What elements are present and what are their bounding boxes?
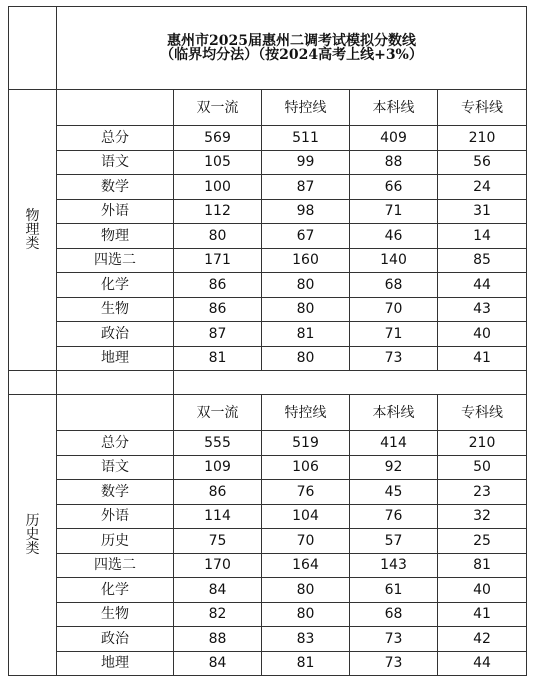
score-cell: 80 [262, 346, 350, 371]
subject-label: 化学 [57, 273, 174, 298]
score-cell: 61 [350, 578, 438, 603]
score-cell: 87 [174, 322, 262, 347]
table-row [9, 578, 527, 603]
score-cell: 86 [174, 480, 262, 505]
score-cell: 73 [350, 651, 438, 676]
group-label [9, 90, 57, 371]
subject-label: 地理 [57, 651, 174, 676]
score-cell: 171 [174, 248, 262, 273]
table-row [9, 455, 527, 480]
table-row [9, 322, 527, 347]
table-row [9, 346, 527, 371]
column-header: 双一流 [174, 90, 262, 126]
subject-label: 生物 [57, 297, 174, 322]
score-cell: 80 [262, 602, 350, 627]
table-row [9, 126, 527, 151]
group-label-char: 理 [25, 222, 40, 238]
score-cell: 409 [350, 126, 438, 151]
table-row [9, 553, 527, 578]
score-cell: 88 [174, 627, 262, 652]
score-cell: 210 [438, 431, 527, 456]
score-cell: 99 [262, 150, 350, 175]
table-row [9, 199, 527, 224]
table-row [9, 529, 527, 554]
table-row [9, 504, 527, 529]
subject-label: 物理 [57, 224, 174, 249]
score-cell: 80 [262, 297, 350, 322]
score-cell: 41 [438, 602, 527, 627]
score-cell: 24 [438, 175, 527, 200]
score-cell: 105 [174, 150, 262, 175]
group-label-char: 类 [25, 541, 40, 557]
score-cell: 109 [174, 455, 262, 480]
table-row [9, 297, 527, 322]
table-row [9, 175, 527, 200]
subject-label: 总分 [57, 126, 174, 151]
score-cell: 86 [174, 297, 262, 322]
column-header: 特控线 [262, 395, 350, 431]
score-cell: 83 [262, 627, 350, 652]
score-cell: 32 [438, 504, 527, 529]
score-table [8, 6, 527, 676]
table-row [9, 150, 527, 175]
score-cell: 87 [262, 175, 350, 200]
score-cell: 71 [350, 199, 438, 224]
column-header-row [9, 90, 527, 126]
table-row [9, 627, 527, 652]
score-cell: 81 [262, 651, 350, 676]
score-cell: 66 [350, 175, 438, 200]
subject-label: 生物 [57, 602, 174, 627]
score-cell: 68 [350, 273, 438, 298]
title-corner-cell [9, 7, 57, 90]
score-cell: 143 [350, 553, 438, 578]
score-cell: 43 [438, 297, 527, 322]
score-cell: 40 [438, 322, 527, 347]
score-cell: 68 [350, 602, 438, 627]
score-cell: 98 [262, 199, 350, 224]
score-cell: 71 [350, 322, 438, 347]
subject-label: 历史 [57, 529, 174, 554]
score-cell: 569 [174, 126, 262, 151]
score-cell: 73 [350, 627, 438, 652]
score-cell: 112 [174, 199, 262, 224]
score-cell: 14 [438, 224, 527, 249]
score-cell: 42 [438, 627, 527, 652]
subject-label: 四选二 [57, 553, 174, 578]
column-header-row [9, 395, 527, 431]
table-row [9, 248, 527, 273]
score-cell: 57 [350, 529, 438, 554]
score-cell: 104 [262, 504, 350, 529]
subject-label: 地理 [57, 346, 174, 371]
score-cell: 88 [350, 150, 438, 175]
table-title [57, 7, 527, 90]
spacer-row [9, 371, 527, 395]
score-cell: 81 [438, 553, 527, 578]
score-cell: 70 [350, 297, 438, 322]
score-cell: 555 [174, 431, 262, 456]
score-cell: 45 [350, 480, 438, 505]
score-cell: 23 [438, 480, 527, 505]
table-row [9, 431, 527, 456]
column-header: 专科线 [438, 395, 527, 431]
title-row [9, 7, 527, 90]
score-cell: 25 [438, 529, 527, 554]
score-cell: 73 [350, 346, 438, 371]
table-row [9, 273, 527, 298]
score-cell: 414 [350, 431, 438, 456]
subject-label: 数学 [57, 175, 174, 200]
score-cell: 86 [174, 273, 262, 298]
score-cell: 100 [174, 175, 262, 200]
group-label-char: 史 [25, 527, 40, 543]
subject-label: 化学 [57, 578, 174, 603]
spacer-cell [9, 371, 57, 395]
group-label-char: 物 [25, 208, 40, 224]
score-cell: 84 [174, 578, 262, 603]
score-cell: 92 [350, 455, 438, 480]
score-cell: 76 [262, 480, 350, 505]
column-header: 双一流 [174, 395, 262, 431]
spacer-cell [174, 371, 527, 395]
score-cell: 80 [174, 224, 262, 249]
subject-label: 总分 [57, 431, 174, 456]
score-cell: 80 [262, 273, 350, 298]
spacer-cell [57, 371, 174, 395]
header-blank-cell [57, 395, 174, 431]
score-cell: 76 [350, 504, 438, 529]
score-cell: 84 [174, 651, 262, 676]
subject-label: 数学 [57, 480, 174, 505]
score-cell: 160 [262, 248, 350, 273]
subject-label: 外语 [57, 199, 174, 224]
score-cell: 67 [262, 224, 350, 249]
score-cell: 56 [438, 150, 527, 175]
score-cell: 170 [174, 553, 262, 578]
subject-label: 四选二 [57, 248, 174, 273]
group-label [9, 395, 57, 676]
column-header: 本科线 [350, 90, 438, 126]
group-label-char: 类 [25, 236, 40, 252]
score-cell: 50 [438, 455, 527, 480]
score-cell: 511 [262, 126, 350, 151]
score-cell: 85 [438, 248, 527, 273]
score-cell: 210 [438, 126, 527, 151]
score-cell: 70 [262, 529, 350, 554]
subject-label: 语文 [57, 150, 174, 175]
title-line-1: 惠州市2025届惠州二调考试模拟分数线 [167, 33, 416, 49]
subject-label: 政治 [57, 627, 174, 652]
column-header: 本科线 [350, 395, 438, 431]
subject-label: 语文 [57, 455, 174, 480]
score-cell: 80 [262, 578, 350, 603]
title-line-2: （临界均分法）（按2024高考上线+3%） [160, 47, 423, 63]
score-cell: 41 [438, 346, 527, 371]
score-cell: 75 [174, 529, 262, 554]
score-cell: 81 [262, 322, 350, 347]
score-cell: 40 [438, 578, 527, 603]
column-header: 专科线 [438, 90, 527, 126]
group-label-char: 历 [25, 513, 40, 529]
score-cell: 82 [174, 602, 262, 627]
table-row [9, 224, 527, 249]
column-header: 特控线 [262, 90, 350, 126]
table-row [9, 602, 527, 627]
score-cell: 44 [438, 651, 527, 676]
score-cell: 31 [438, 199, 527, 224]
header-blank-cell [57, 90, 174, 126]
score-cell: 106 [262, 455, 350, 480]
score-cell: 519 [262, 431, 350, 456]
table-row [9, 480, 527, 505]
score-cell: 46 [350, 224, 438, 249]
subject-label: 政治 [57, 322, 174, 347]
score-cell: 140 [350, 248, 438, 273]
score-cell: 44 [438, 273, 527, 298]
score-cell: 81 [174, 346, 262, 371]
table-row [9, 651, 527, 676]
score-cell: 114 [174, 504, 262, 529]
score-cell: 164 [262, 553, 350, 578]
subject-label: 外语 [57, 504, 174, 529]
